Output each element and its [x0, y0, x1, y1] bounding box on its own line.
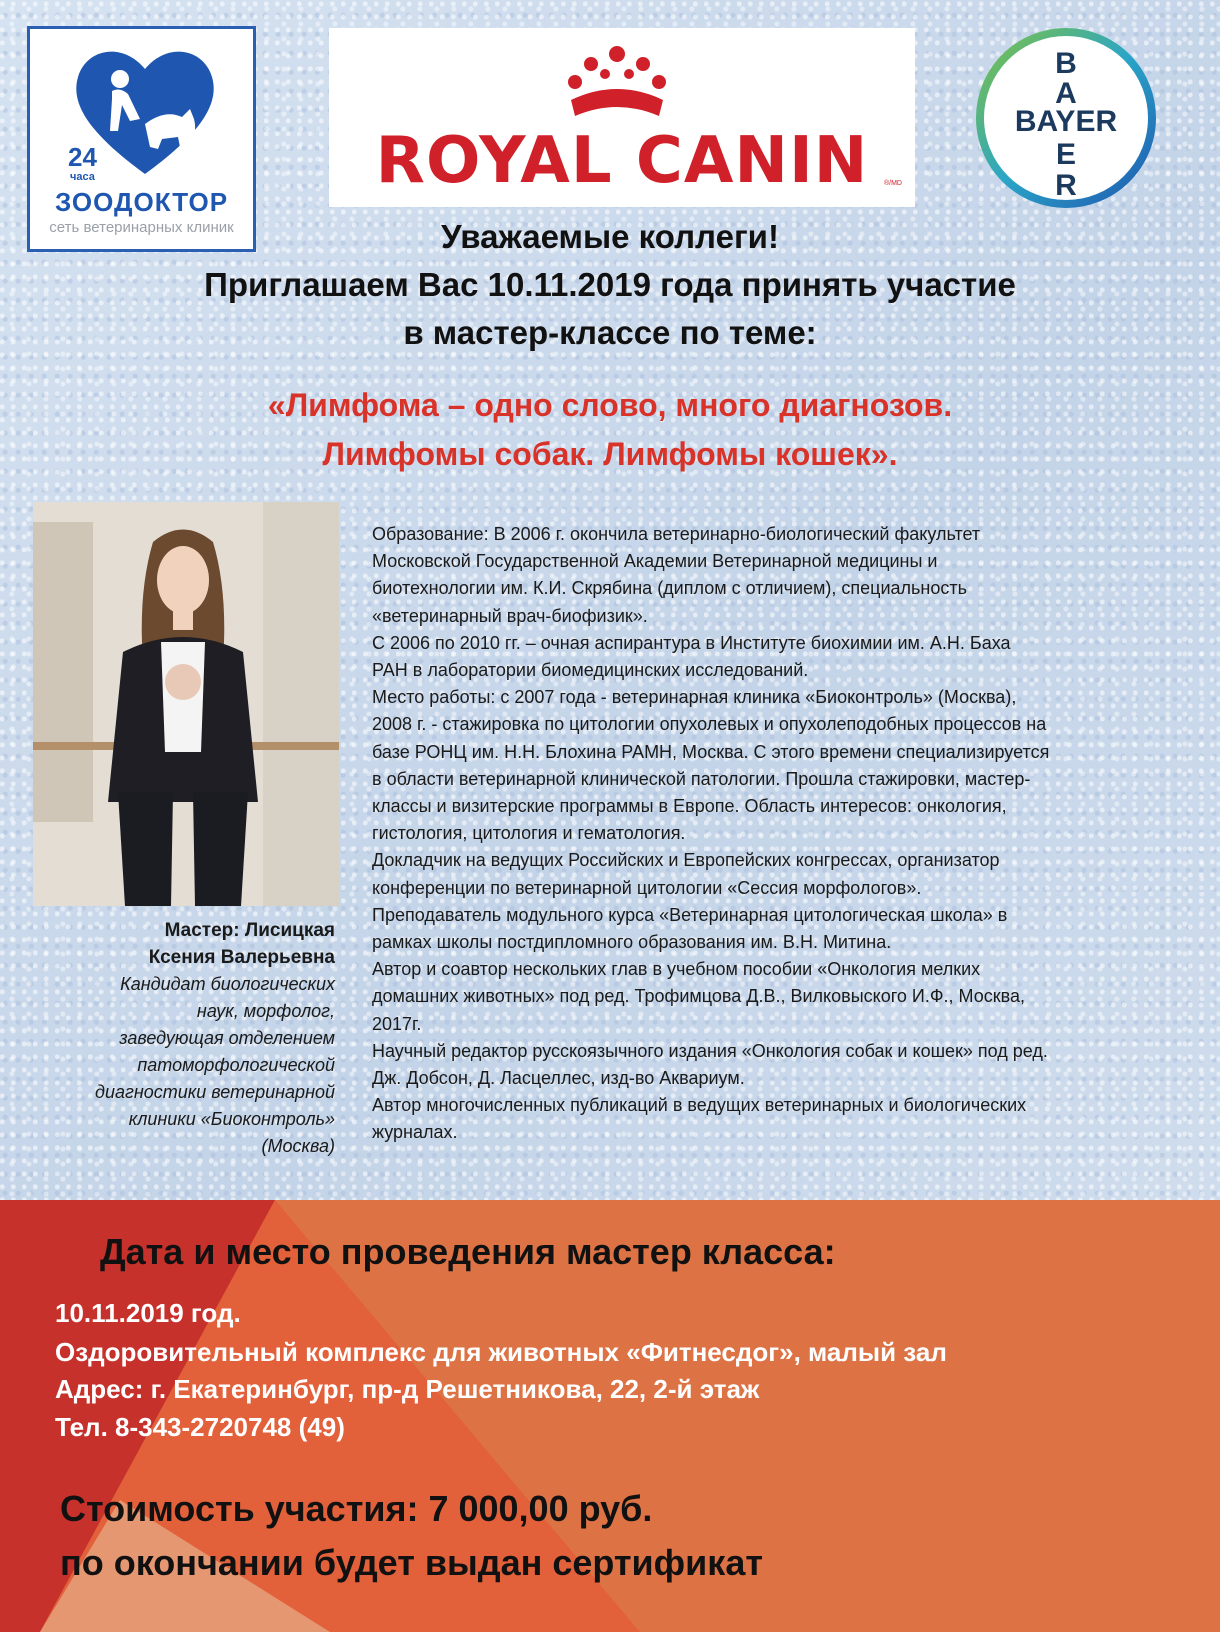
greeting: Уважаемые коллеги!: [441, 218, 779, 255]
crown-icon: [557, 42, 677, 122]
zoodoktor-tagline: сеть ветеринарных клиник: [49, 219, 234, 236]
invitation-line: Приглашаем Вас 10.11.2019 года принять участие: [204, 266, 1016, 303]
bayer-logo: [973, 25, 1159, 211]
svg-text:R: R: [1055, 169, 1077, 202]
svg-text:B: B: [1055, 47, 1077, 80]
speaker-desc-line: Кандидат биологических: [120, 974, 335, 994]
event-phone: Тел. 8-343-2720748 (49): [55, 1412, 345, 1442]
venue-heading: Дата и место проведения мастер класса:: [100, 1231, 836, 1272]
speaker-desc-line: патоморфологической: [137, 1055, 335, 1075]
royal-canin-logo: [329, 28, 915, 207]
topic-intro: в мастер-классе по теме:: [403, 314, 817, 351]
royal-canin-wordmark: ROYAL CANIN: [375, 124, 869, 198]
speaker-desc-line: (Москва): [261, 1136, 335, 1156]
speaker-bio: Образование: В 2006 г. окончила ветеринарно-биологический факультет Московской Государственной Академии Ветеринарной медицины и биотехнологии им. К.И. Скрябина (диплом с отличием), специальность «ветеринарный врач-биофизик». С 2006 по 2010 гг. – очная аспирантура в Институте биохимии им. А.Н. Баха РАН в лаборатории биомедицинских исследований. Место работы: с 2007 года - ветеринарная клиника «Биоконтроль» (Москва), 2008 г. - стажировка по цитологии опухолевых и опухолеподобных процессов на базе РОНЦ им. Н.Н. Блохина РАМН, Москва. С этого времени специализируется в области ветеринарной клинической патологии. Прошла стажировки, мастер- классы и визитерские программы в Европе. Область интересов: онкология, гистология, цитология и гематология. Докладчик на ведущих Российских и Европейских конгрессах, организатор конференции по ветеринарной цитологии «Сессия морфологов». Преподаватель модульного курса «Ветеринарная цитологическая школа» в рамках школы постдипломного образования им. В.Н. Митина. Автор и соавтор нескольких глав в учебном пособии «Онкология мелких домашних животных» под ред. Трофимцова Д.В., Вилковыского И.Ф., Москва, 2017г. Научный редактор русскоязычного издания «Онкология собак и кошек» под ред. Дж. Добсон, Д. Ласцеллес, изд-во Аквариум. Автор многочисленных публикаций в ведущих ветеринарных и биологических журналах.: [372, 524, 1050, 1143]
speaker-desc-line: диагностики ветеринарной: [95, 1082, 335, 1102]
speaker-desc-line: заведующая отделением: [119, 1028, 335, 1048]
zoodoktor-brand: ЗООДОКТОР: [54, 187, 229, 217]
topic-title-line1: «Лимфома – одно слово, много диагнозов.: [267, 387, 953, 423]
speaker-photo: [33, 502, 339, 906]
registered-mark: ®/MD: [884, 180, 902, 187]
hours-label: часа: [70, 171, 95, 183]
participation-price: Стоимость участия: 7 000,00 руб.: [60, 1488, 653, 1529]
hours-number: 24: [68, 142, 97, 172]
svg-text:E: E: [1055, 138, 1077, 171]
svg-text:A: A: [1055, 77, 1077, 110]
bayer-wordmark: BAYER: [1014, 105, 1118, 138]
certificate-note: по окончании будет выдан сертификат: [60, 1542, 763, 1583]
speaker-name-line2: Ксения Валерьевна: [148, 947, 335, 968]
speaker-desc-line: клиники «Биоконтроль»: [128, 1109, 335, 1129]
event-place: Оздоровительный комплекс для животных «Фитнесдог», малый зал: [55, 1337, 947, 1367]
event-address: Адрес: г. Екатеринбург, пр-д Решетникова, 22, 2-й этаж: [55, 1374, 760, 1404]
speaker-name-line1: Мастер: Лисицкая: [164, 920, 335, 941]
speaker-caption: [30, 917, 335, 1160]
topic-title-line2: Лимфомы собак. Лимфомы кошек».: [322, 436, 898, 472]
speaker-desc-line: наук, морфолог,: [196, 1001, 335, 1021]
event-date: 10.11.2019 год.: [55, 1298, 241, 1328]
